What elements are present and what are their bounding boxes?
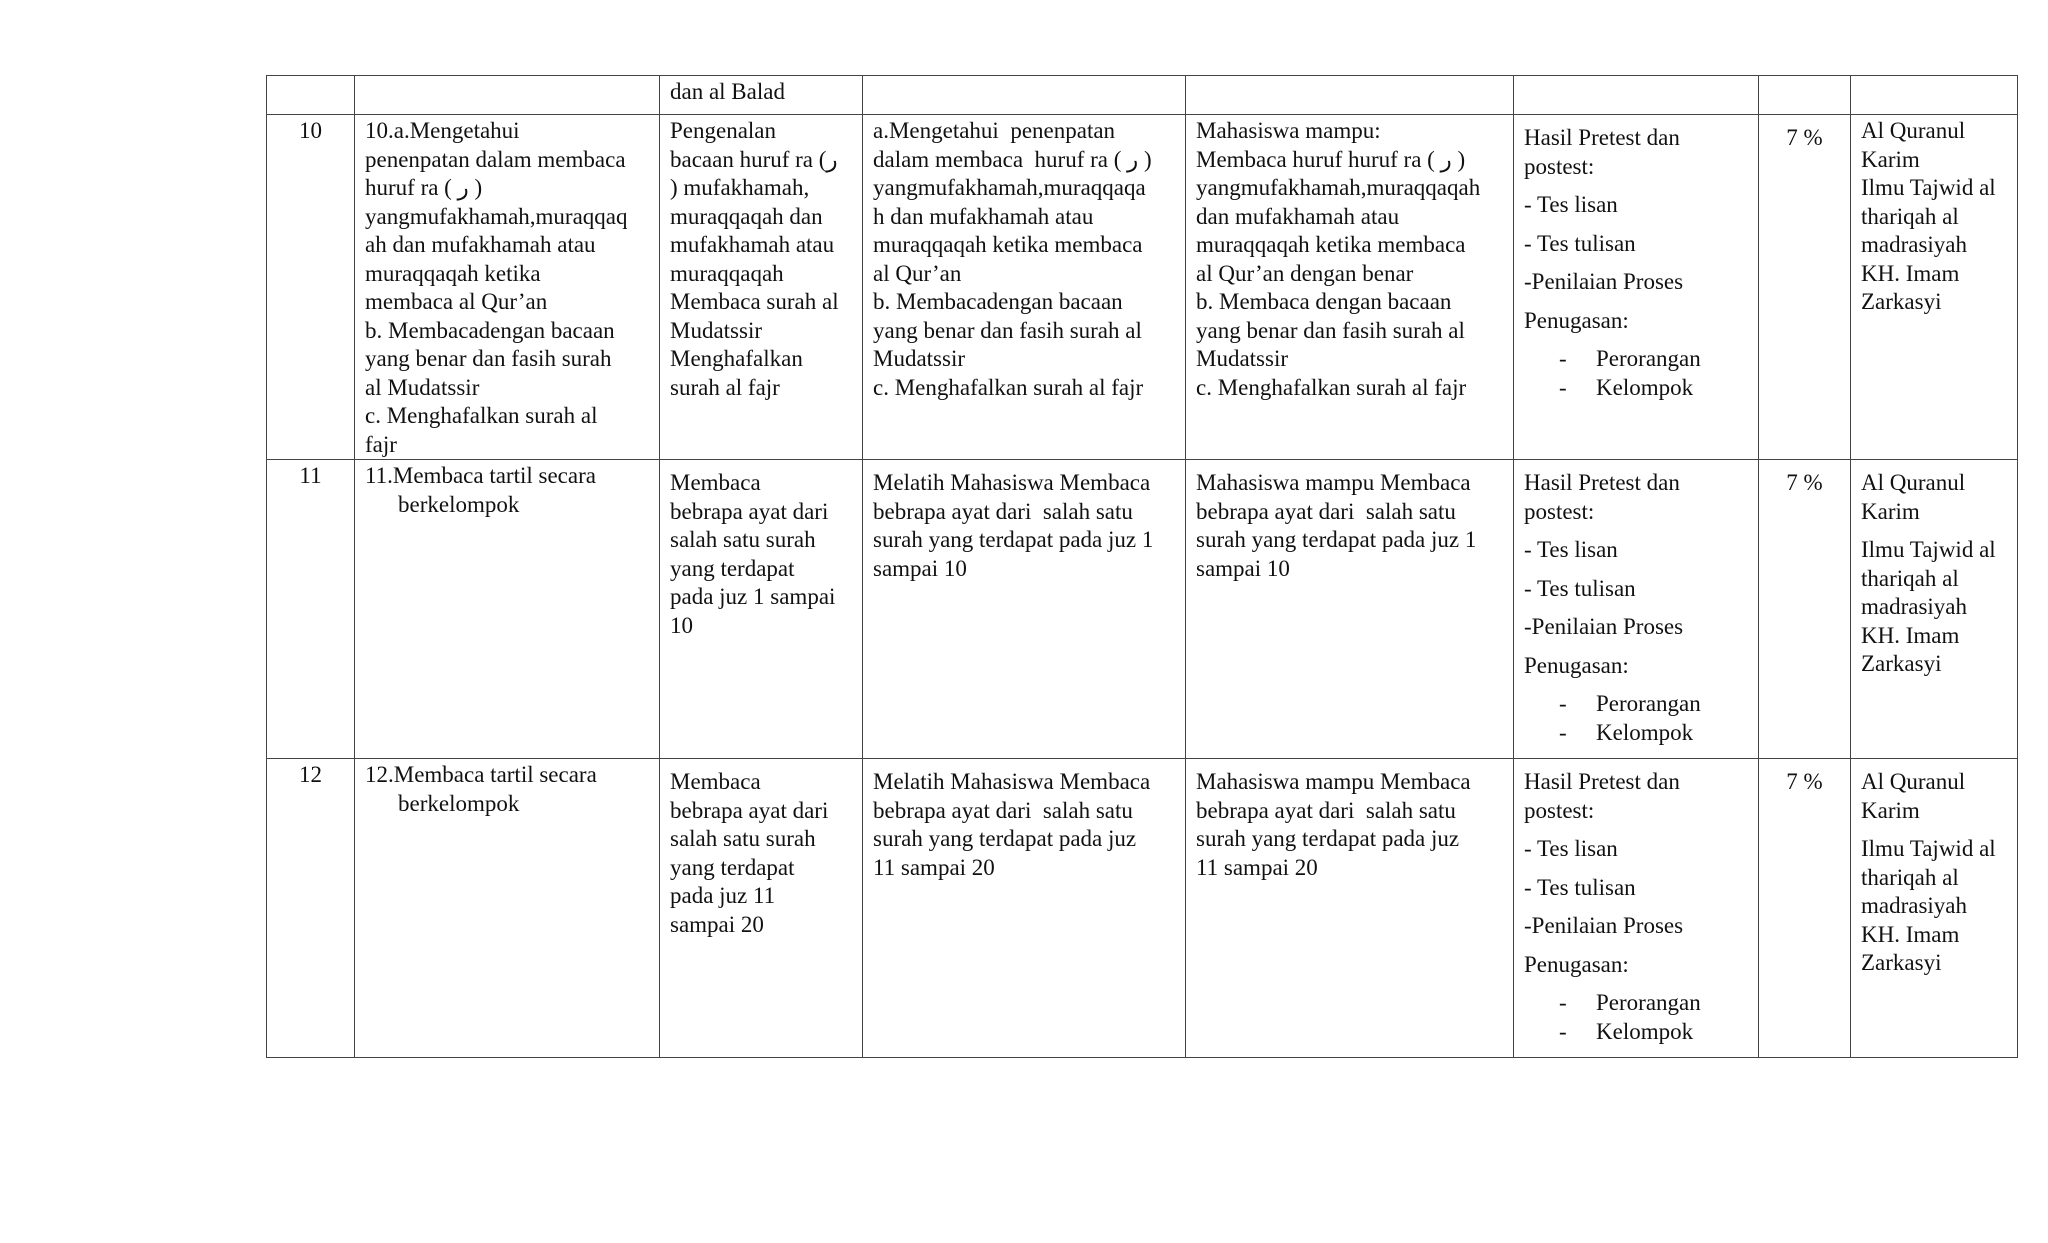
cell-kemampuan — [355, 115, 660, 460]
penilaian-line: postest: — [1524, 797, 1595, 823]
cell-indikator — [1186, 76, 1514, 115]
materi-line: yang terdapat — [670, 555, 795, 581]
referensi-line: thariqah al — [1861, 864, 1959, 890]
indikator-line: 11 sampai 20 — [1196, 854, 1318, 880]
penugasan-item-label: Perorangan — [1596, 691, 1701, 716]
referensi-line: KH. Imam — [1861, 622, 1960, 648]
cell-kemampuan — [355, 76, 660, 115]
indikator-line: dan mufakhamah atau — [1196, 203, 1400, 229]
penilaian-line: - Tes tulisan — [1524, 230, 1636, 256]
kemampuan-line: muraqqaqah ketika — [365, 260, 541, 286]
metode-line: muraqqaqah ketika membaca — [873, 232, 1143, 257]
materi-line: Pengenalan — [670, 118, 777, 143]
cell-referensi — [1851, 76, 2018, 115]
penugasan-item-label: Kelompok — [1596, 1018, 1694, 1044]
kemampuan-line: 10.a.Mengetahui — [365, 118, 520, 143]
indikator-line: Membaca huruf huruf ra ( ر ) — [1196, 146, 1466, 172]
kemampuan-line: c. Menghafalkan surah al — [365, 403, 598, 428]
penugasan-item: - Kelompok — [1559, 374, 1694, 400]
table-row — [267, 759, 2018, 1058]
penilaian-line: Penugasan: — [1524, 652, 1629, 678]
cell-penilaian — [1514, 460, 1759, 759]
referensi-line: Zarkasyi — [1861, 651, 1942, 676]
penugasan-item: - Kelompok — [1559, 1018, 1694, 1044]
kemampuan-line: penenpatan dalam membaca — [365, 146, 626, 172]
metode-line: bebrapa ayat dari salah satu — [873, 797, 1133, 823]
penilaian-line: Penugasan: — [1524, 951, 1629, 977]
referensi-line: Al Quranul — [1861, 769, 1966, 794]
cell-indikator — [1186, 115, 1514, 460]
indikator-line: bebrapa ayat dari salah satu — [1196, 797, 1456, 823]
cell-referensi — [1851, 759, 2018, 1058]
materi-line: bebrapa ayat dari — [670, 797, 829, 823]
metode-line: b. Membacadengan bacaan — [873, 289, 1123, 314]
referensi-line: thariqah al — [1861, 565, 1959, 591]
penilaian-line: Hasil Pretest dan — [1524, 470, 1680, 495]
metode-line: a.Mengetahui penenpatan — [873, 118, 1116, 143]
cell-materi — [660, 759, 863, 1058]
referensi-line: Al Quranul — [1861, 470, 1966, 495]
cell-bobot: 7 % — [1759, 759, 1851, 1058]
kemampuan-line: fajr — [365, 431, 397, 457]
metode-line: yangmufakhamah,muraqqaqa — [873, 175, 1146, 200]
cell-materi — [660, 76, 863, 115]
indikator-line: Mahasiswa mampu Membaca — [1196, 769, 1471, 794]
cell-penilaian — [1514, 115, 1759, 460]
materi-line: ) mufakhamah, — [670, 175, 810, 200]
rps-table — [266, 75, 2018, 1058]
kemampuan-line: 11.Membaca tartil secara — [365, 463, 596, 488]
kemampuan-line: berkelompok — [398, 491, 520, 517]
cell-no: 12 — [267, 759, 355, 1058]
referensi-line: madrasiyah — [1861, 232, 1968, 257]
penilaian-line: -Penilaian Proses — [1524, 913, 1684, 938]
cell-metode — [863, 460, 1186, 759]
materi-line: dan al Balad — [670, 79, 785, 104]
kemampuan-line: b. Membacadengan bacaan — [365, 317, 615, 343]
penilaian-line: - Tes lisan — [1524, 192, 1618, 217]
materi-line: muraqqaqah dan — [670, 203, 823, 229]
penugasan-item: - Perorangan — [1559, 691, 1701, 716]
indikator-line: Mahasiswa mampu: — [1196, 118, 1381, 143]
materi-line: Membaca — [670, 769, 761, 794]
table-row-continuation — [267, 76, 2018, 115]
kemampuan-line: al Mudatssir — [365, 374, 480, 400]
indikator-line: yangmufakhamah,muraqqaqah — [1196, 175, 1481, 200]
penugasan-item: - Perorangan — [1559, 990, 1701, 1015]
materi-line: mufakhamah atau — [670, 232, 835, 257]
referensi-line: Ilmu Tajwid al — [1861, 836, 1996, 861]
cell-bobot — [1759, 76, 1851, 115]
materi-line: bebrapa ayat dari — [670, 498, 829, 524]
penilaian-line: Hasil Pretest dan — [1524, 125, 1680, 150]
materi-line: salah satu surah — [670, 527, 816, 552]
indikator-line: yang benar dan fasih surah al — [1196, 317, 1465, 343]
kemampuan-line: ah dan mufakhamah atau — [365, 232, 596, 257]
indikator-line: al Qur’an dengan benar — [1196, 260, 1414, 286]
materi-line: yang terdapat — [670, 854, 795, 880]
penugasan-item-label: Perorangan — [1596, 346, 1701, 371]
indikator-line: c. Menghafalkan surah al fajr — [1196, 374, 1467, 400]
penilaian-line: - Tes tulisan — [1524, 575, 1636, 601]
cell-bobot: 7 % — [1759, 115, 1851, 460]
materi-line: sampai 20 — [670, 911, 764, 937]
penilaian-line: postest: — [1524, 153, 1595, 179]
penugasan-item-label: Kelompok — [1596, 374, 1694, 400]
metode-line: bebrapa ayat dari salah satu — [873, 498, 1133, 524]
penilaian-line: Penugasan: — [1524, 307, 1629, 333]
indikator-line: b. Membaca dengan bacaan — [1196, 289, 1452, 314]
metode-line: 11 sampai 20 — [873, 854, 995, 880]
metode-line: yang benar dan fasih surah al — [873, 317, 1142, 343]
materi-line: surah al fajr — [670, 374, 780, 400]
penilaian-line: - Tes lisan — [1524, 836, 1618, 861]
materi-line: salah satu surah — [670, 826, 816, 851]
referensi-line: Karim — [1861, 146, 1920, 172]
cell-metode — [863, 115, 1186, 460]
referensi-line: madrasiyah — [1861, 594, 1968, 619]
materi-line: Membaca surah al — [670, 289, 839, 314]
penilaian-line: -Penilaian Proses — [1524, 614, 1684, 639]
metode-line: sampai 10 — [873, 555, 967, 581]
kemampuan-line: huruf ra ( ر ) — [365, 175, 483, 200]
kemampuan-line: yangmufakhamah,muraqqaq — [365, 203, 628, 229]
indikator-line: Mudatssir — [1196, 346, 1288, 371]
penugasan-item: - Kelompok — [1559, 719, 1694, 745]
penilaian-line: - Tes lisan — [1524, 537, 1618, 562]
materi-line: pada juz 1 sampai — [670, 584, 836, 609]
cell-metode — [863, 76, 1186, 115]
referensi-line: Zarkasyi — [1861, 289, 1942, 314]
cell-penilaian — [1514, 76, 1759, 115]
cell-kemampuan — [355, 460, 660, 759]
metode-line: c. Menghafalkan surah al fajr — [873, 374, 1144, 400]
cell-no: 10 — [267, 115, 355, 460]
penilaian-line: - Tes tulisan — [1524, 874, 1636, 900]
materi-line: bacaan huruf ra (ر — [670, 146, 838, 172]
metode-line: surah yang terdapat pada juz — [873, 826, 1137, 851]
cell-materi — [660, 115, 863, 460]
referensi-line: KH. Imam — [1861, 260, 1960, 286]
referensi-line: madrasiyah — [1861, 893, 1968, 918]
indikator-line: Mahasiswa mampu Membaca — [1196, 470, 1471, 495]
cell-kemampuan — [355, 759, 660, 1058]
materi-line: pada juz 11 — [670, 883, 776, 908]
materi-line: muraqqaqah — [670, 260, 784, 286]
referensi-line: Ilmu Tajwid al — [1861, 537, 1996, 562]
penilaian-line: -Penilaian Proses — [1524, 269, 1684, 294]
indikator-line: surah yang terdapat pada juz 1 — [1196, 527, 1477, 552]
metode-line: Melatih Mahasiswa Membaca — [873, 470, 1151, 495]
metode-line: surah yang terdapat pada juz 1 — [873, 527, 1154, 552]
indikator-line: surah yang terdapat pada juz — [1196, 826, 1460, 851]
referensi-line: Karim — [1861, 797, 1920, 823]
materi-line: Mudatssir — [670, 317, 762, 343]
indikator-line: bebrapa ayat dari salah satu — [1196, 498, 1456, 524]
metode-line: al Qur’an — [873, 260, 962, 286]
referensi-line: KH. Imam — [1861, 921, 1960, 947]
metode-line: dalam membaca huruf ra ( ر ) — [873, 146, 1152, 172]
penilaian-line: Hasil Pretest dan — [1524, 769, 1680, 794]
kemampuan-line: berkelompok — [398, 790, 520, 816]
kemampuan-line: 12.Membaca tartil secara — [365, 762, 597, 787]
indikator-line: muraqqaqah ketika membaca — [1196, 232, 1466, 257]
cell-bobot: 7 % — [1759, 460, 1851, 759]
cell-referensi — [1851, 460, 2018, 759]
table-row — [267, 460, 2018, 759]
materi-line: Membaca — [670, 470, 761, 495]
kemampuan-line: membaca al Qur’an — [365, 289, 548, 314]
metode-line: Mudatssir — [873, 346, 965, 371]
penugasan-item-label: Perorangan — [1596, 990, 1701, 1015]
penugasan-item-label: Kelompok — [1596, 719, 1694, 745]
materi-line: Menghafalkan — [670, 346, 803, 371]
cell-penilaian — [1514, 759, 1759, 1058]
metode-line: h dan mufakhamah atau — [873, 203, 1094, 229]
cell-materi — [660, 460, 863, 759]
cell-no: 11 — [267, 460, 355, 759]
penilaian-line: postest: — [1524, 498, 1595, 524]
cell-metode — [863, 759, 1186, 1058]
penugasan-item: - Perorangan — [1559, 346, 1701, 371]
referensi-line: Al Quranul — [1861, 118, 1966, 143]
cell-indikator — [1186, 460, 1514, 759]
materi-line: 10 — [670, 612, 693, 638]
table-row — [267, 115, 2018, 460]
referensi-line: thariqah al — [1861, 203, 1959, 229]
referensi-line: Zarkasyi — [1861, 950, 1942, 975]
cell-referensi — [1851, 115, 2018, 460]
referensi-line: Karim — [1861, 498, 1920, 524]
kemampuan-line: yang benar dan fasih surah — [365, 346, 612, 371]
metode-line: Melatih Mahasiswa Membaca — [873, 769, 1151, 794]
cell-indikator — [1186, 759, 1514, 1058]
cell-no — [267, 76, 355, 115]
referensi-line: Ilmu Tajwid al — [1861, 175, 1996, 200]
indikator-line: sampai 10 — [1196, 555, 1290, 581]
